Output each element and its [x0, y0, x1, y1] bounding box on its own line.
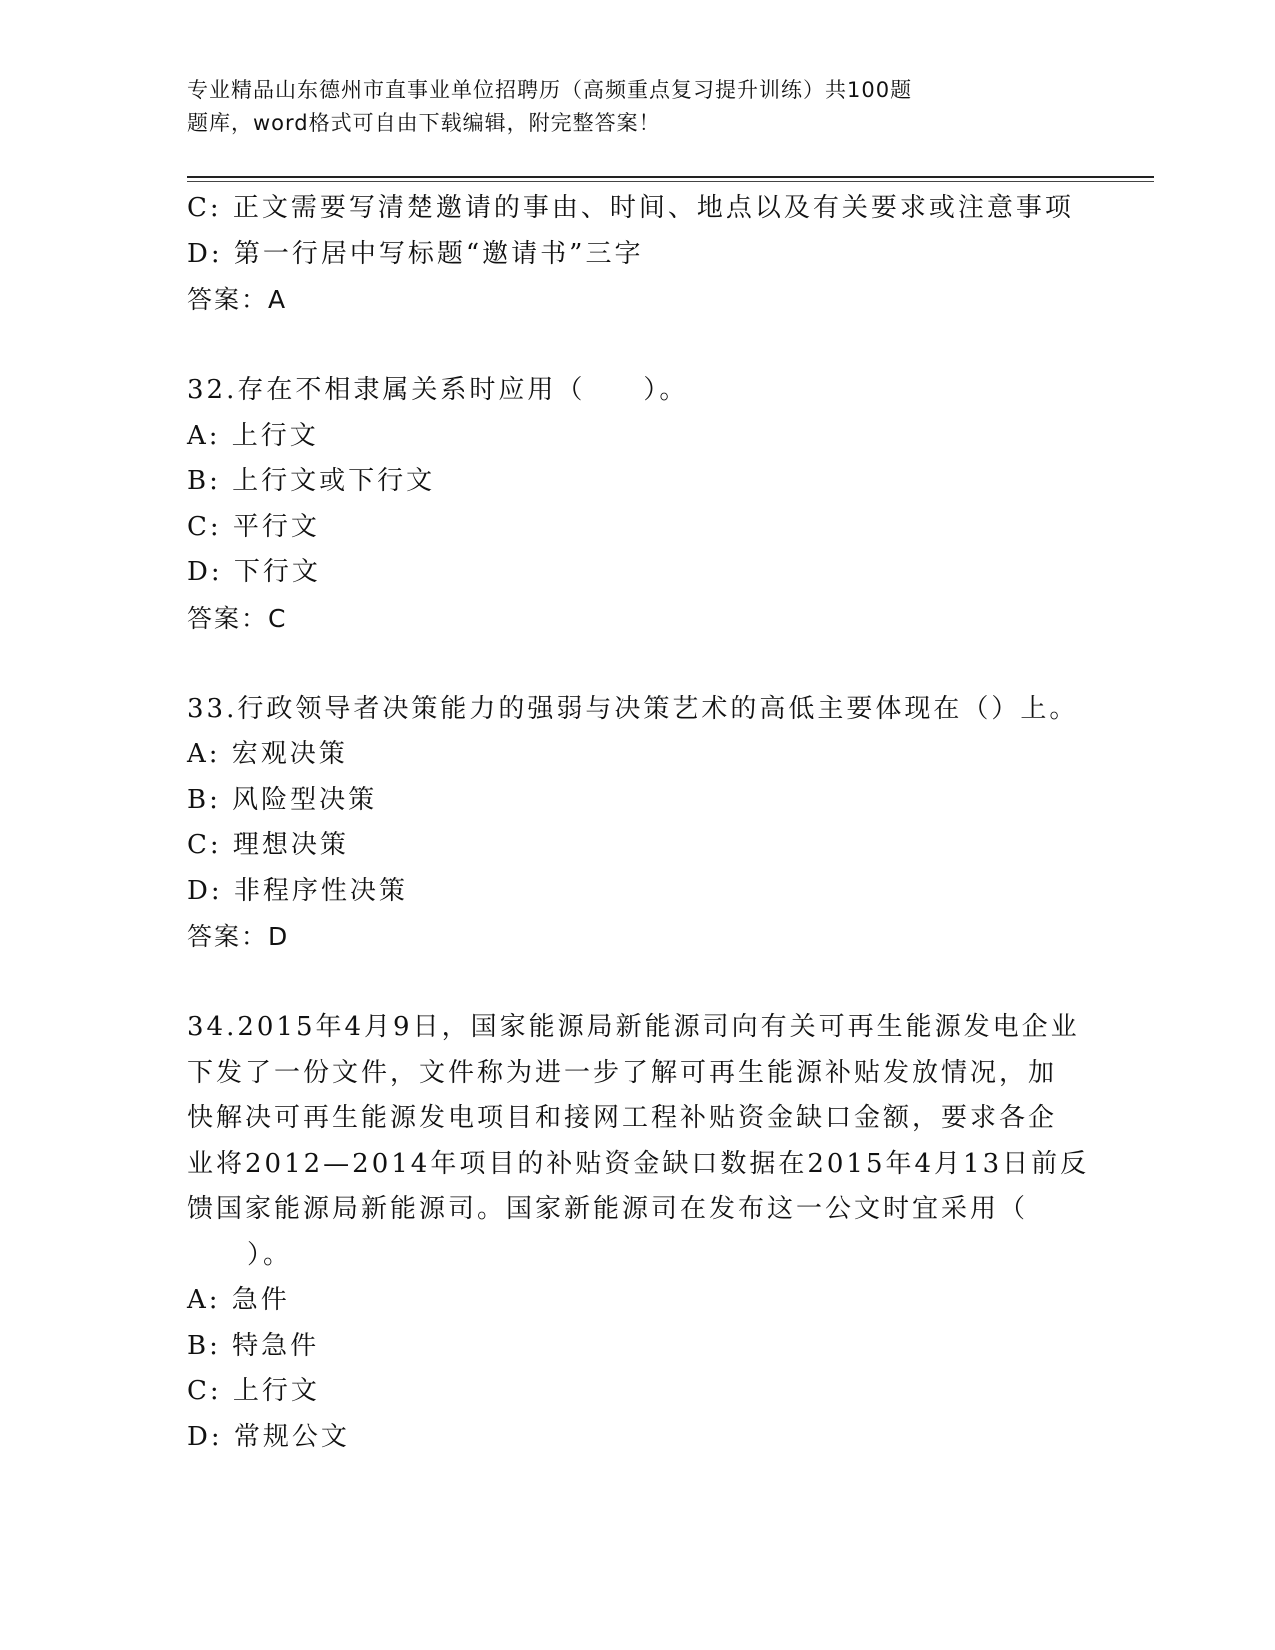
header-line-1: 专业精品山东德州市直事业单位招聘历（高频重点复习提升训练）共100题: [187, 78, 913, 102]
answer: 答案：A: [187, 285, 288, 314]
option-c: C: 平行文: [187, 511, 320, 542]
spacer: [187, 323, 1087, 369]
option-d: D: 非程序性决策: [187, 875, 408, 906]
option-d: D: 常规公文: [187, 1421, 350, 1452]
question-text-line-3: 快解决可再生能源发电项目和接网工程补贴资金缺口金额，要求各企: [187, 1103, 1058, 1133]
option-c: C: 上行文: [187, 1376, 320, 1406]
question-text-line-5: 馈国家能源局新能源司。国家新能源司在发布这一公文时宜采用（: [187, 1194, 1029, 1224]
question-text-line-6: ）。: [247, 1239, 293, 1270]
header-divider-thick: [187, 176, 1154, 178]
option-a: A: 上行文: [187, 420, 319, 451]
option-b: B: 风险型决策: [187, 784, 378, 815]
question-list: [187, 186, 1090, 1460]
question-34: [187, 1005, 1090, 1460]
option-d: D: 下行文: [187, 557, 321, 587]
option-c: C: 理想决策: [187, 830, 349, 860]
document-header: [187, 74, 1017, 140]
question-text-line-4: 业将2012—2014年项目的补贴资金缺口数据在2015年4月13日前反: [187, 1148, 1090, 1179]
option-a: A: 宏观决策: [187, 739, 348, 769]
spacer: [187, 641, 1087, 687]
header-line-2: 题库，word格式可自由下载编辑，附完整答案！: [187, 111, 661, 135]
answer: 答案：D: [187, 922, 290, 951]
question-31: [187, 186, 1087, 323]
answer: 答案：C: [187, 603, 288, 633]
option-b: B: 上行文或下行文: [187, 466, 436, 496]
header-divider-thin: [187, 181, 1154, 182]
question-text-line-1: 34.2015年4月9日，国家能源局新能源司向有关可再生能源发电企业: [187, 1012, 1080, 1042]
question-33: [187, 687, 1087, 960]
question-32: [187, 368, 1087, 641]
spacer: [187, 960, 1087, 1006]
option-d: D: 第一行居中写标题“邀请书”三字: [187, 238, 644, 269]
question-text: 32.存在不相隶属关系时应用（ ）。: [187, 375, 689, 405]
option-b: B: 特急件: [187, 1330, 320, 1361]
question-text-line-2: 下发了一份文件，文件称为进一步了解可再生能源补贴发放情况，加: [187, 1057, 1058, 1088]
option-c: C: 正文需要写清楚邀请的事由、时间、地点以及有关要求或注意事项: [187, 193, 1074, 223]
question-text: 33.行政领导者决策能力的强弱与决策艺术的高低主要体现在（）上。: [187, 693, 1079, 724]
option-a: A: 急件: [187, 1285, 290, 1315]
